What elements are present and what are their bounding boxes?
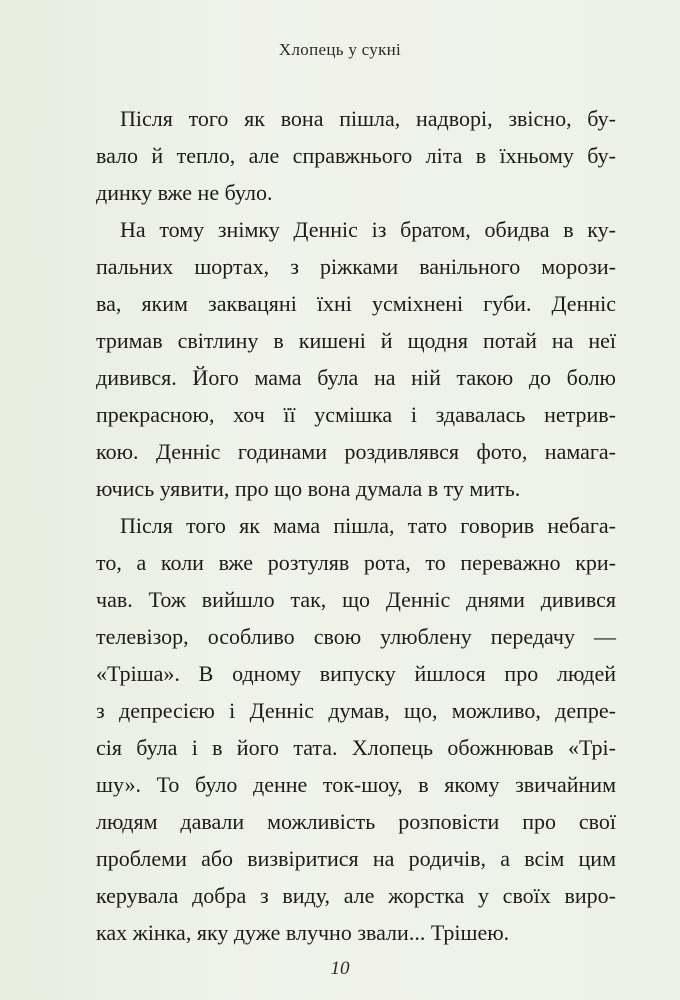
paragraph-2	[96, 211, 616, 507]
text-line: «Тріша». В одному випуску йшлося про людей	[96, 661, 616, 686]
text-line: з депресією і Денніс думав, що, можливо, депре-	[96, 698, 616, 723]
text-line: пальних шортах, з ріжками ванільного морози-	[96, 254, 616, 279]
text-line: людям давали можливість розповісти про свої	[96, 809, 616, 834]
text-line: проблеми або визвіритися на родичів, а всім цим	[96, 846, 616, 871]
text-line: керувала добра з виду, але жорстка у своїх виро-	[96, 883, 616, 908]
text-line: шу». То було денне ток-шоу, в якому звичайним	[96, 772, 616, 797]
text-line: сія була і в його тата. Хлопець обожнював «Трі-	[96, 735, 616, 760]
text-line: кою. Денніс годинами роздивлявся фото, намага-	[96, 439, 616, 464]
text-line: вало й тепло, але справжнього літа в їхньому бу-	[96, 143, 616, 168]
text-line: тримав світлину в кишені й щодня потай на неї	[96, 328, 616, 353]
text-line: На тому знімку Денніс із братом, обидва в ку-	[120, 217, 616, 242]
body-text	[96, 100, 616, 951]
text-line: телевізор, особливо свою улюблену передачу —	[96, 624, 616, 649]
paragraph-1	[96, 100, 616, 211]
text-line: дивився. Його мама була на ній такою до болю	[96, 365, 616, 390]
text-line: ючись уявити, про що вона думала в ту мить.	[96, 476, 521, 501]
running-head-title: Хлопець у сукні	[278, 40, 402, 59]
text-line: то, а коли вже розтуляв рота, то переважно кри-	[96, 550, 616, 575]
text-line: Після того як мама пішла, тато говорив небага-	[120, 513, 616, 538]
text-line: ва, яким заквацяні їхні усміхнені губи. Денніс	[96, 291, 616, 316]
text-line: динку вже не було.	[96, 180, 273, 205]
page-number: 10	[330, 958, 350, 979]
text-line: чав. Тож вийшло так, що Денніс днями дивився	[96, 587, 616, 612]
text-line: Після того як вона пішла, надворі, звісно, бу-	[120, 106, 616, 131]
text-line: ках жінка, яку дуже влучно звали... Трішею.	[96, 920, 510, 945]
text-line: прекрасною, хоч її усмішка і здавалась нетрив-	[96, 402, 616, 427]
paragraph-3	[96, 507, 616, 951]
